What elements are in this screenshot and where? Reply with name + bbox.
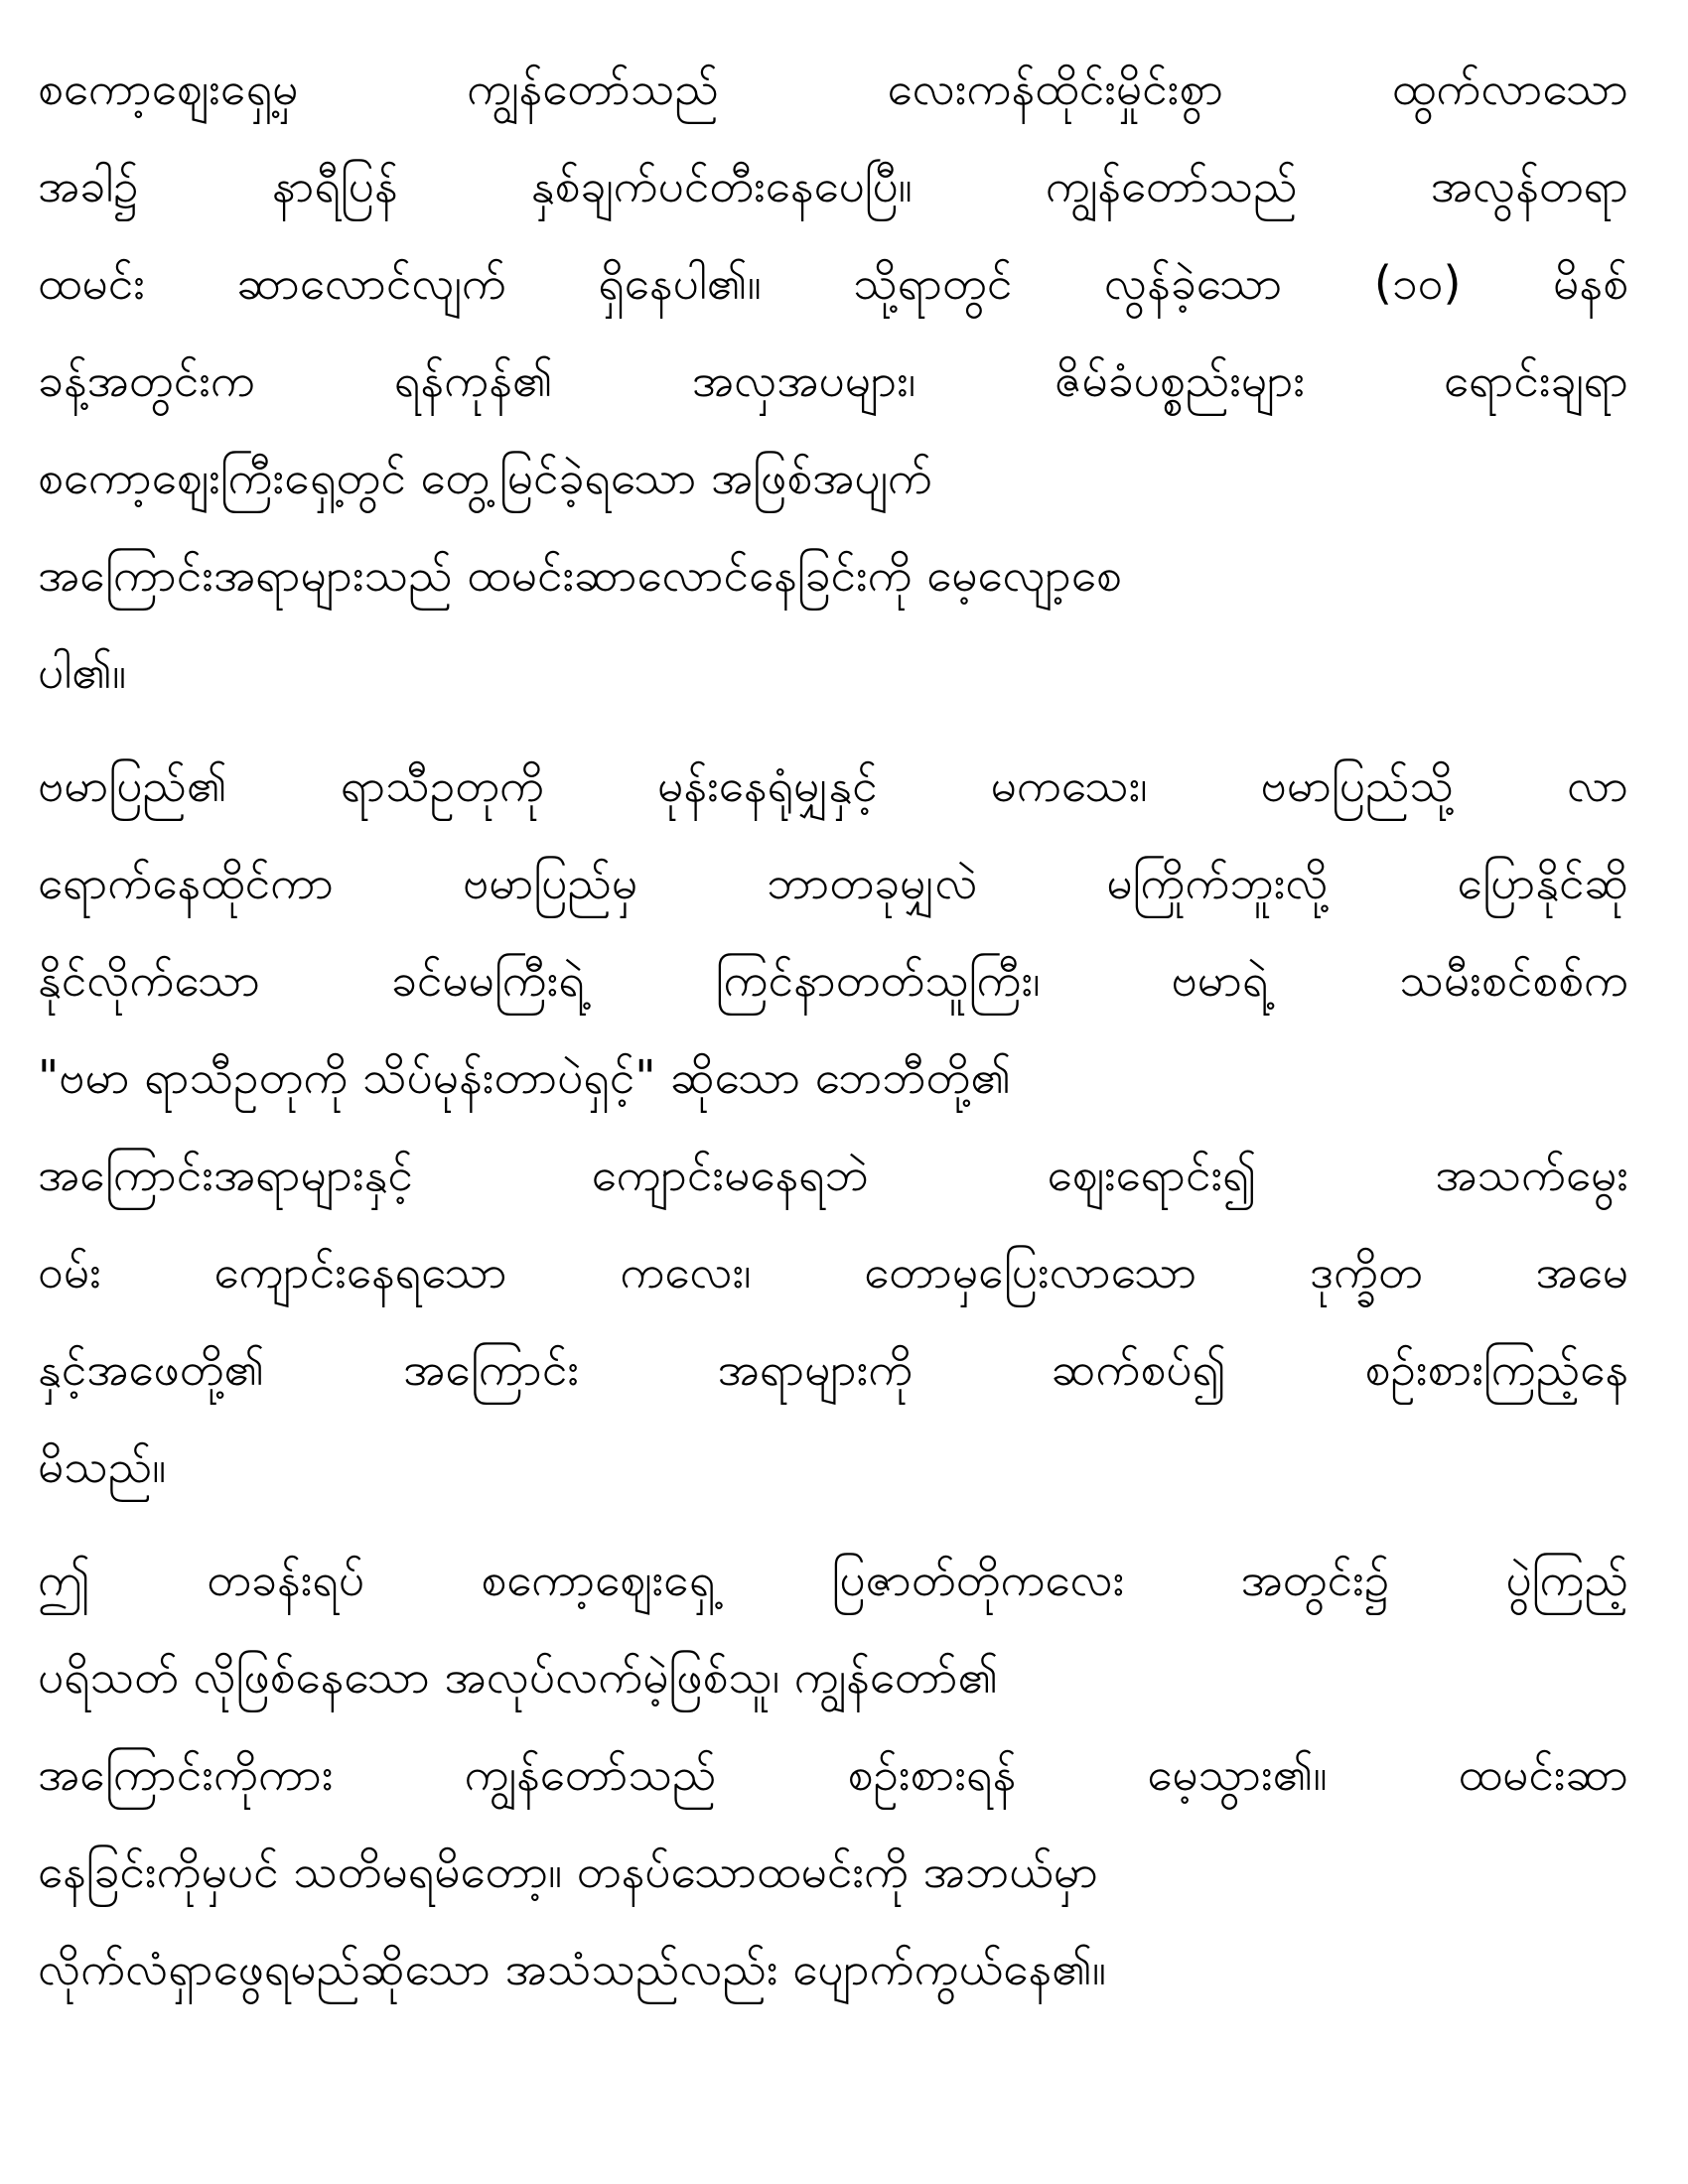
paragraph-3 <box>38 1531 1628 2017</box>
text-line: ဗမာပြည်၏ ရာသီဥတုကို မုန်းနေရုံမျှနှင့် မကသေး၊ ဗမာပြည်သို့ လာ <box>38 758 1628 812</box>
text-line: အကြောင်းကိုကား ကျွန်တော်သည် စဉ်းစားရန် မေ့သွား၏။ ထမင်းဆာ <box>38 1747 1628 1801</box>
text-line: အကြောင်းအရာများနှင့် ကျောင်းမနေရဘဲ ဈေးရောင်း၍ အသက်မွေး <box>38 1148 1628 1201</box>
text-line: အခါ၌ နာရီပြန် နှစ်ချက်ပင်တီးနေပေပြီ။ ကျွန်တော်သည် အလွန်တရာ <box>38 159 1628 212</box>
text-line: နိုင်လိုက်သော ခင်မမကြီးရဲ့ ကြင်နာတတ်သူကြီး၊ ဗမာရဲ့ သမီးစင်စစ်က <box>38 953 1628 1007</box>
text-line: ထမင်း ဆာလောင်လျက် ရှိနေပါ၏။ သို့ရာတွင် လွန်ခဲ့သော (၁၀) မိနစ် <box>38 256 1628 310</box>
text-line: စကော့ဈေးရှေ့မှ ကျွန်တော်သည် လေးကန်ထိုင်းမှိုင်းစွာ ထွက်လာသော <box>38 62 1628 115</box>
text-line: ဤ တခန်းရပ် စကော့ဈေးရှေ့ ပြဇာတ်တိုကလေး အတွင်း၌ ပွဲကြည့် <box>38 1553 1628 1606</box>
text-line: စကော့ဈေးကြီးရှေ့တွင် တွေ့မြင်ခဲ့ရသော အဖြစ်အပျက် <box>38 451 932 504</box>
paragraph-2 <box>38 737 1628 1515</box>
text-line: ပါ၏။ <box>38 645 127 699</box>
text-line: ခန့်အတွင်းက ရန်ကုန်၏ အလှအပများ၊ ဇိမ်ခံပစ္စည်းများ ရောင်းချရာ <box>38 353 1628 407</box>
text-line: နေခြင်းကိုမှပင် သတိမရမိတော့။ တနပ်သောထမင်းကို အဘယ်မှာ <box>38 1844 1099 1898</box>
text-line: ပရိသတ် လိုဖြစ်နေသော အလုပ်လက်မဲ့ဖြစ်သူ၊ ကျွန်တော်၏ <box>38 1650 999 1704</box>
text-line: ဝမ်း ကျောင်းနေရသော ကလေး၊ တောမှပြေးလာသော ဒုက္ခိတ အမေ <box>38 1245 1628 1298</box>
paragraph-1 <box>38 40 1628 721</box>
text-line: လိုက်လံရှာဖွေရမည်ဆိုသော အသံသည်လည်း ပျောက်ကွယ်နေ၏။ <box>38 1942 1106 1995</box>
text-line: "ဗမာ ရာသီဥတုကို သိပ်မုန်းတာပဲရှင့်" ဆိုသော ဘေဘီတို့၏ <box>38 1050 1012 1104</box>
text-line: မိသည်။ <box>38 1439 167 1493</box>
text-line: ရောက်နေထိုင်ကာ ဗမာပြည်မှ ဘာတခုမျှလဲ မကြိုက်ဘူးလို့ ပြောနိုင်ဆို <box>38 856 1628 909</box>
text-line: အကြောင်းအရာများသည် ထမင်းဆာလောင်နေခြင်းကို မေ့လျော့စေ <box>38 548 1122 602</box>
text-line: နှင့်အဖေတို့၏ အကြောင်း အရာများကို ဆက်စပ်၍ စဉ်းစားကြည့်နေ <box>38 1342 1628 1396</box>
